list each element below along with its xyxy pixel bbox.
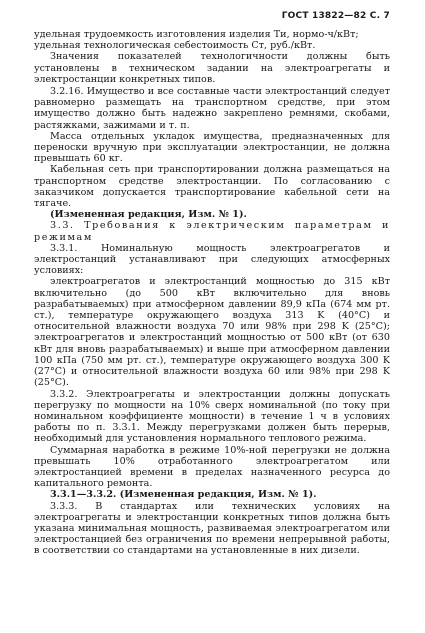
paragraph-3-3-3: 3.3.3. В стандартах или технических условиях на электроагрегаты и электростанции конкретных типов должна быть указана минимальная мощность, развиваемая электроагрегатом или электростанцией без ограничения по времени непрерывной работы, в соответствии со стандартами на установленные в них дизели. (34, 500, 390, 557)
amendment-note-2: 3.3.1—3.3.2. (Измененная редакция, Изм. № 1). (50, 489, 317, 501)
section-heading-3-3: 3.3. Требования к электрическим параметрам и режимам (34, 220, 390, 243)
paragraph-conditions: электроагрегатов и электростанций мощностью до 315 кВт включительно (до 500 кВт включительно для вновь разрабатываемых) при атмосферном давлении 89,9 кПа (674 мм рт. ст.), температуре окружающего воздуха 313 K (40°C) и относительной влажности воздуха 70 или 98% при 298 K (25°C); электроагрегатов и электростанций мощностью от 500 кВт (от 630 кВт для вновь разрабатываемых) и выше при атмосферном давлении 100 кПа (750 мм рт. ст.), температуре окружающего воздуха 300 K (27°C) и относительной влажности воздуха 60 или 98% при 298 K (25°C). (34, 276, 390, 389)
page-header: ГОСТ 13822—82 С. 7 (281, 11, 390, 21)
paragraph-3-3-2: 3.3.2. Электроагрегаты и электростанции должны допускать перегрузку по мощности на 10% сверх номинальной (по току при номинальном коэффициенте мощности) в течение 1 ч в условиях работы по п. 3.3.1. Между перегрузками должен быть перерыв, необходимый для установления нормального теплового режима. (34, 388, 390, 445)
paragraph-3: Значения показателей технологичности должны быть установлены в техническом задании на электроагрегаты и электростанции конкретных типов. (34, 51, 390, 85)
amendment-note-1: (Измененная редакция, Изм. № 1). (50, 209, 247, 221)
paragraph-2: удельная технологическая себестоимость Cт, руб./кВт. (34, 40, 316, 52)
paragraph-4: 3.2.16. Имущество и все составные части электростанций следует равномерно размещать на транспортном средстве, при этом имущество должно быть надежно закреплено ремнями, скобами, растяжками, зажимами и т. п. (34, 86, 390, 131)
paragraph-overload: Суммарная наработка в режиме 10%-ной перегрузки не должна превышать 10% отработанного электроагрегатом или электростанцией времени в пределах назначенного ресурса до капитального ремонта. (34, 444, 390, 490)
document-page (34, 10, 390, 625)
paragraph-3-3-1: 3.3.1. Номинальную мощность электроагрегатов и электростанций устанавливают при следующих атмосферных условиях: (34, 242, 390, 277)
paragraph-1: удельная трудоемкость изготовления изделия Tи, нормо-ч/кВт; (34, 29, 359, 40)
paragraph-5: Масса отдельных укладок имущества, предназначенных для переноски вручную при эксплуатации электростанции, не должна превышать 60 кг. (34, 130, 390, 165)
paragraph-6: Кабельная сеть при транспортировании должна размещаться на транспортном средстве электростанции. По согласованию с заказчиком допускается транспортирование кабельной сети на тягаче. (34, 164, 390, 210)
